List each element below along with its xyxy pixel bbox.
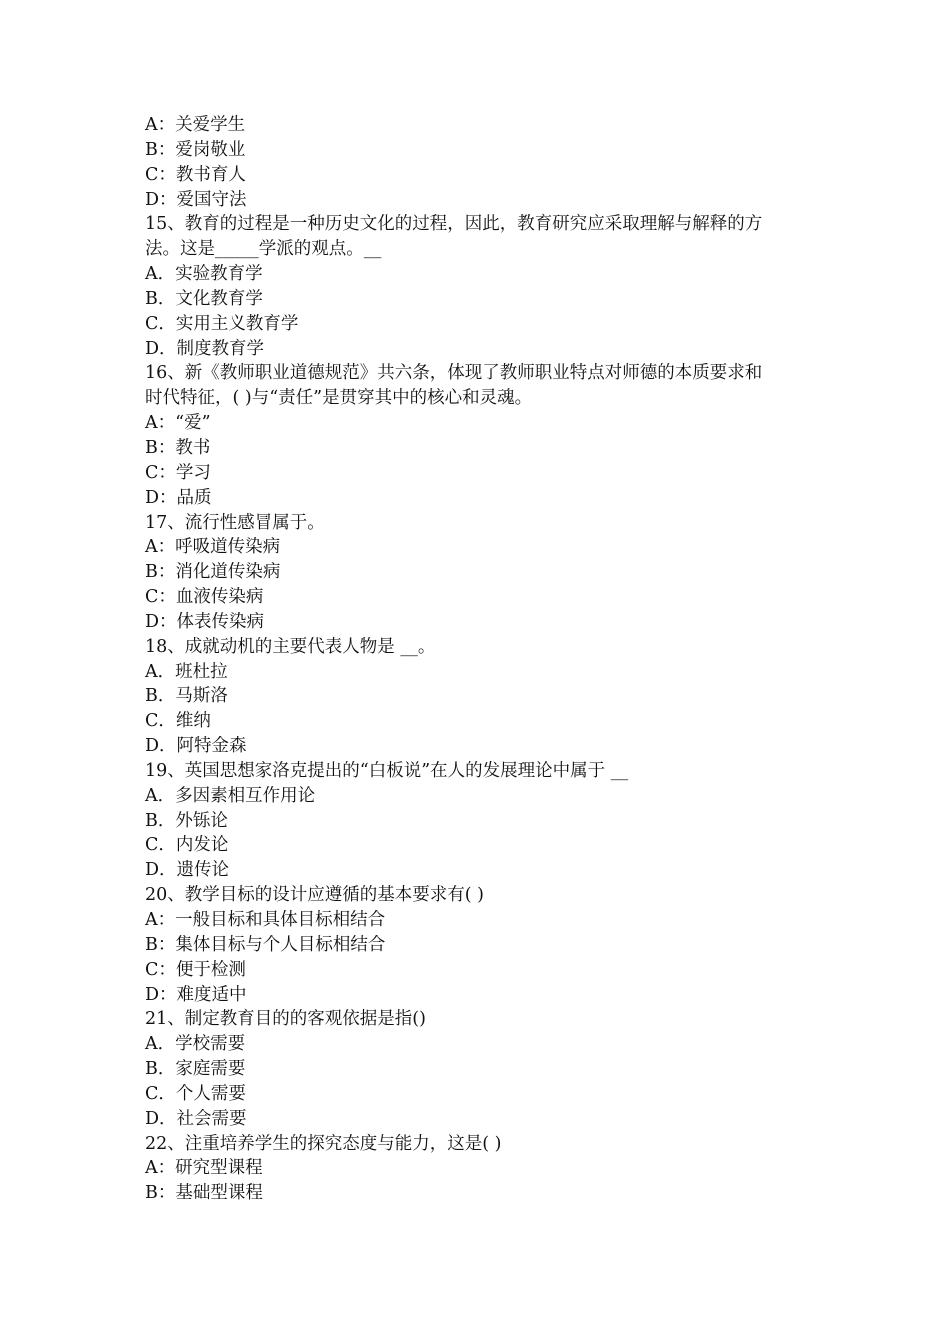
option-17a: A：呼吸道传染病 [145,537,281,558]
option-21a: A．学校需要 [145,1034,246,1055]
option-17b: B：消化道传染病 [145,562,281,583]
question-16: 16、新《教师职业道德规范》共六条，体现了教师职业特点对师德的本质要求和 [145,363,763,384]
option-14c: C：教书育人 [145,164,246,185]
option-18a: A．班杜拉 [145,661,228,682]
option-15b: B．文化教育学 [145,288,263,309]
option-16b: B：教书 [145,437,211,458]
question-17: 17、流行性感冒属于。 [145,512,325,533]
option-15a: A．实验教育学 [145,264,263,285]
option-17d: D：体表传染病 [145,611,265,632]
option-21b: B．家庭需要 [145,1059,246,1080]
option-20d: D：难度适中 [145,984,247,1005]
question-18: 18、成就动机的主要代表人物是 __。 [145,636,436,657]
question-21: 21、制定教育目的的客观依据是指() [145,1009,426,1030]
option-20b: B：集体目标与个人目标相结合 [145,934,386,955]
option-14b: B：爱岗敬业 [145,139,246,160]
option-19a: A．多因素相互作用论 [145,785,316,806]
option-14d: D：爱国守法 [145,189,247,210]
option-18b: B．马斯洛 [145,686,228,707]
question-15: 15、教育的过程是一种历史文化的过程，因此，教育研究应采取理解与解释的方 [145,214,763,235]
option-17c: C：血液传染病 [145,587,264,608]
document-body [145,113,810,1206]
question-16-cont: 时代特征，( )与“责任”是贯穿其中的核心和灵魂。 [145,388,533,409]
option-20a: A：一般目标和具体目标相结合 [145,910,386,930]
option-18d: D．阿特金森 [145,736,247,757]
option-16d: D：品质 [145,487,212,508]
question-22: 22、注重培养学生的探究态度与能力，这是( ) [145,1133,502,1154]
option-19b: B．外铄论 [145,810,228,831]
option-22b: B：基础型课程 [145,1183,263,1204]
option-19c: C．内发论 [145,835,229,856]
option-14a: A：关爱学生 [145,115,246,135]
question-15-cont: 法。这是_____学派的观点。__ [145,239,382,260]
option-18c: C．维纳 [145,711,211,732]
question-19: 19、英国思想家洛克提出的“白板说”在人的发展理论中属于 __ [145,760,629,781]
option-15c: C．实用主义教育学 [145,313,299,334]
option-15d: D．制度教育学 [145,338,265,359]
option-20c: C：便于检测 [145,959,246,980]
option-21d: D．社会需要 [145,1108,247,1129]
option-19d: D．遗传论 [145,860,230,881]
option-16c: C：学习 [145,462,211,483]
option-22a: A：研究型课程 [145,1158,263,1179]
option-21c: C．个人需要 [145,1083,246,1104]
question-20: 20、教学目标的设计应遵循的基本要求有( ) [145,885,484,906]
option-16a: A：“爱” [145,413,211,434]
